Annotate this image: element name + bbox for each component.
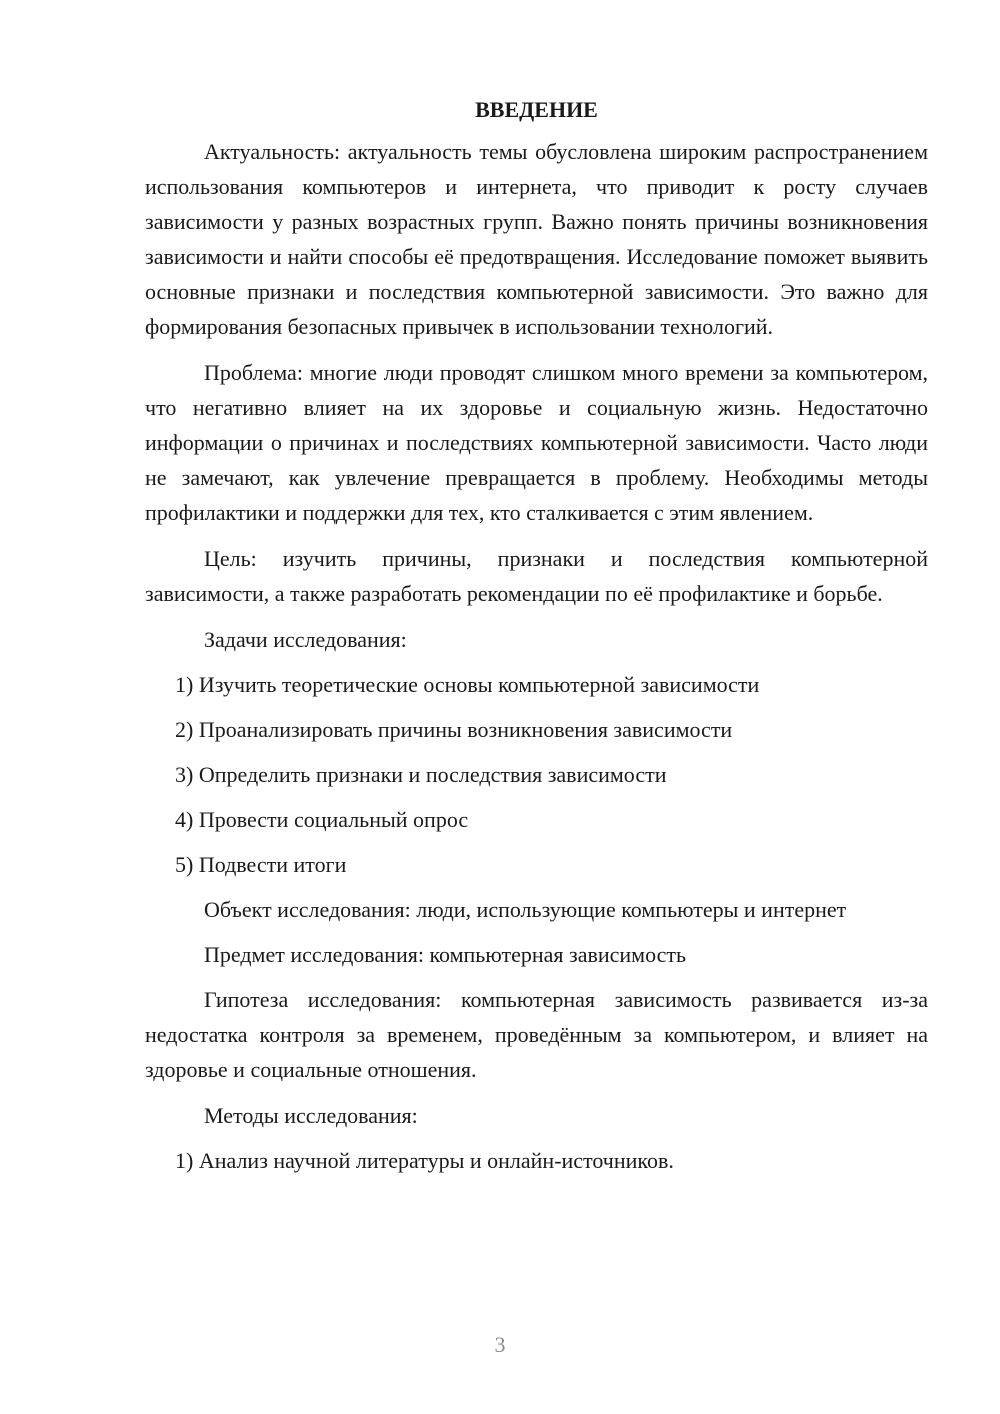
- task-item-3: 3) Определить признаки и последствия зависимости: [175, 762, 667, 787]
- problem-paragraph: Проблема: многие люди проводят слишком много времени за компьютером, что негативно влияет на их здоровье и социальную жизнь. Недостаточно информации о причинах и последствиях компьютерной зависимости. Часто люди не замечают, как увлечение превращается в проблему. Необходимы методы профилактики и поддержки для тех, кто сталкивается с этим явлением.: [145, 360, 928, 525]
- goal-paragraph: Цель: изучить причины, признаки и последствия компьютерной зависимости, а также разработать рекомендации по её профилактике и борьбе.: [145, 546, 928, 606]
- page-number: 3: [494, 1332, 506, 1357]
- research-subject: Предмет исследования: компьютерная зависимость: [204, 942, 687, 967]
- method-item-1: 1) Анализ научной литературы и онлайн-источников.: [175, 1148, 674, 1173]
- section-title: ВВЕДЕНИЕ: [475, 97, 598, 122]
- task-item-1: 1) Изучить теоретические основы компьютерной зависимости: [175, 672, 760, 697]
- tasks-heading: Задачи исследования:: [204, 627, 407, 652]
- task-item-4: 4) Провести социальный опрос: [175, 807, 469, 832]
- task-item-5: 5) Подвести итоги: [175, 852, 347, 877]
- hypothesis-paragraph: Гипотеза исследования: компьютерная зависимость развивается из-за недостатка контроля за временем, проведённым за компьютером, и влияет на здоровье и социальные отношения.: [145, 987, 928, 1082]
- task-item-2: 2) Проанализировать причины возникновения зависимости: [175, 717, 733, 742]
- document-page: [145, 92, 928, 1188]
- methods-heading: Методы исследования:: [204, 1103, 418, 1128]
- research-object: Объект исследования: люди, использующие компьютеры и интернет: [204, 897, 847, 922]
- relevance-paragraph: Актуальность: актуальность темы обусловлена широким распространением использования компьютеров и интернета, что приводит к росту случаев зависимости у разных возрастных групп. Важно понять причины возникновения зависимости и найти способы её предотвращения. Исследование поможет выявить основные признаки и последствия компьютерной зависимости. Это важно для формирования безопасных привычек в использовании технологий.: [145, 139, 928, 339]
